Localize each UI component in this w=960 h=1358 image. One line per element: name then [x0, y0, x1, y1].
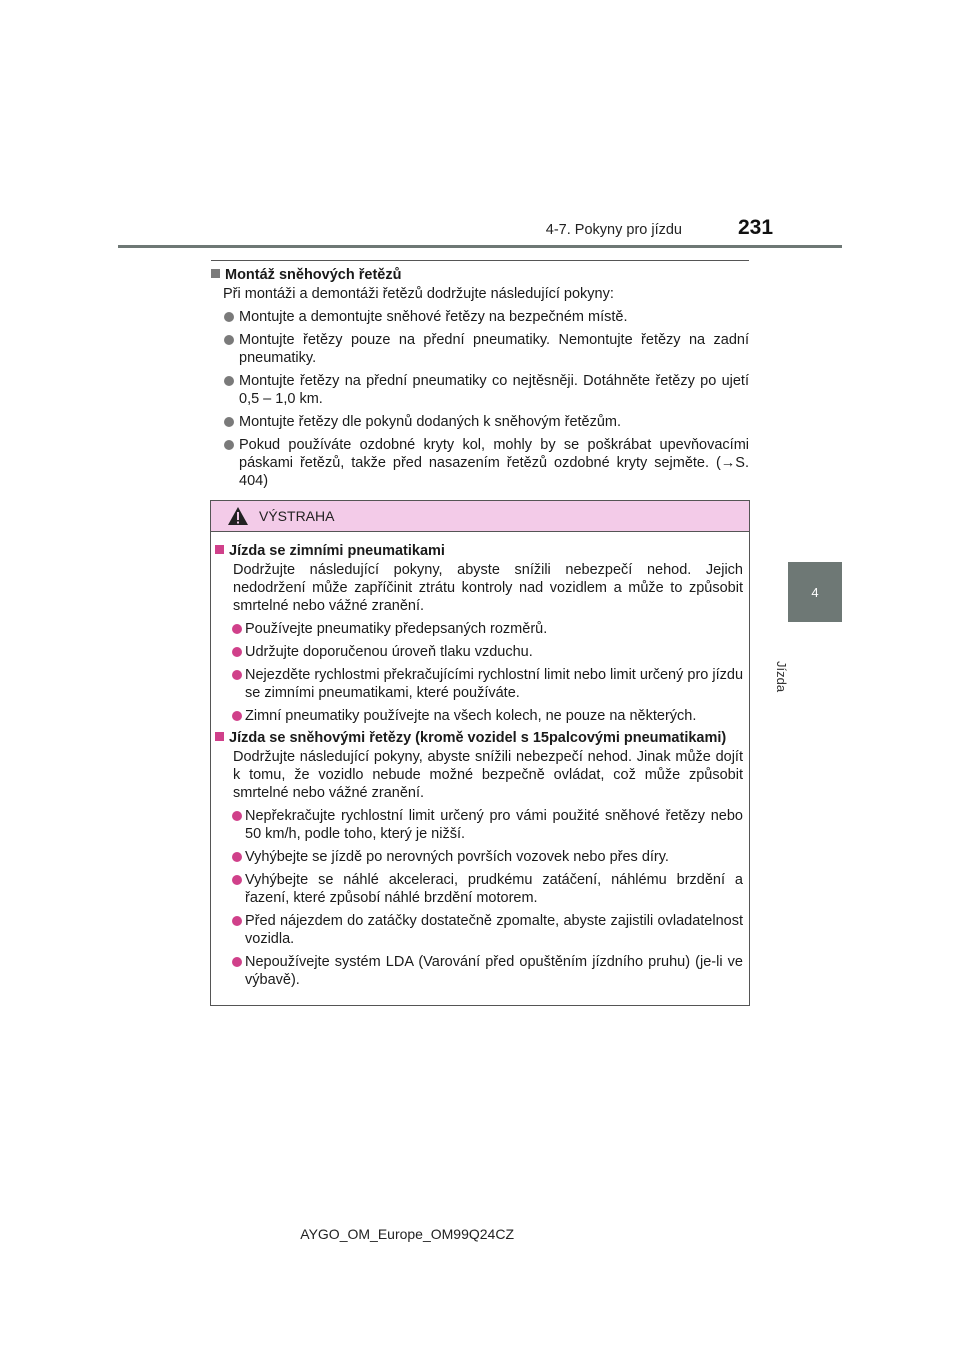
snow-chains-list	[211, 308, 749, 490]
warning-group-intro: Dodržujte následující pokyny, abyste snížili nebezpečí nehod. Jinak může dojít k tomu, že vozidlo nebude možné bezpečně ovládat, což může způsobit smrtelné nebo vážné zranění.	[233, 749, 743, 801]
circle-bullet-icon	[224, 417, 234, 427]
warning-group-heading: Jízda se sněhovými řetězy (kromě vozidel s 15palcovými pneumatikami)	[215, 729, 743, 747]
warning-group-intro: Dodržujte následující pokyny, abyste snížili nebezpečí nehod. Jejich nedodržení může zapříčinit ztrátu kontroly nad vozidlem a může to způsobit smrtelné nebo vážné zranění.	[233, 562, 743, 614]
page-number: 231	[738, 216, 774, 239]
warning-group-snow-chains	[215, 729, 743, 989]
list-item: Zimní pneumatiky používejte na všech kolech, ne pouze na některých.	[215, 707, 743, 725]
list-item: Udržujte doporučenou úroveň tlaku vzduchu.	[215, 643, 743, 661]
list-item: Montujte řetězy dle pokynů dodaných k sněhovým řetězům.	[211, 413, 749, 431]
circle-bullet-icon	[232, 624, 242, 634]
circle-bullet-icon	[224, 440, 234, 450]
chapter-tab	[788, 562, 842, 622]
list-item: Nepřekračujte rychlostní limit určený pro vámi použité sněhové řetězy nebo 50 km/h, podle toho, který je nižší.	[215, 807, 743, 843]
warning-group-winter-tires	[215, 542, 743, 725]
list-item: Montujte a demontujte sněhové řetězy na bezpečném místě.	[211, 308, 749, 326]
square-bullet-icon	[215, 545, 224, 554]
circle-bullet-icon	[232, 852, 242, 862]
chapter-side-label	[774, 625, 841, 705]
list-item: Vyhýbejte se jízdě po nerovných površích vozovek nebo přes díry.	[215, 848, 743, 866]
warning-body	[211, 532, 749, 989]
section-title: 4-7. Pokyny pro jízdu	[545, 222, 682, 238]
square-bullet-icon	[215, 732, 224, 741]
circle-bullet-icon	[224, 376, 234, 386]
warning-label: VÝSTRAHA	[259, 508, 335, 524]
circle-bullet-icon	[232, 875, 242, 885]
circle-bullet-icon	[224, 335, 234, 345]
warning-group-heading: Jízda se zimními pneumatikami	[215, 542, 743, 560]
list-item: Používejte pneumatiky předepsaných rozměrů.	[215, 620, 743, 638]
square-bullet-icon	[211, 269, 220, 278]
list-item: Montujte řetězy pouze na přední pneumatiky. Nemontujte řetězy na zadní pneumatiky.	[211, 331, 749, 367]
warning-triangle-icon	[227, 506, 249, 526]
header-divider	[118, 245, 842, 248]
document-code: AYGO_OM_Europe_OM99Q24CZ	[300, 1226, 514, 1242]
circle-bullet-icon	[232, 957, 242, 967]
circle-bullet-icon	[232, 811, 242, 821]
circle-bullet-icon	[232, 916, 242, 926]
list-item: Nejezděte rychlostmi překračujícími rychlostní limit nebo limit určený pro jízdu se zimními pneumatikami, které používáte.	[215, 666, 743, 702]
snow-chains-heading	[211, 266, 749, 284]
list-item: Pokud používáte ozdobné kryty kol, mohly by se poškrábat upevňovacími páskami řetězů, takže před nasazením řetězů ozdobné kryty sejměte. (→S. 404)	[211, 436, 749, 490]
list-item: Montujte řetězy na přední pneumatiky co nejtěsněji. Dotáhněte řetězy po ujetí 0,5 – 1,0 km.	[211, 372, 749, 408]
list-item: Nepoužívejte systém LDA (Varování před opuštěním jízdního pruhu) (je-li ve výbavě).	[215, 953, 743, 989]
list-item: Vyhýbejte se náhlé akceleraci, prudkému zatáčení, náhlému brzdění a řazení, které způsobí náhlé brzdění motorem.	[215, 871, 743, 907]
circle-bullet-icon	[232, 670, 242, 680]
warning-box	[210, 500, 750, 1006]
chapter-label-text: Jízda	[774, 661, 789, 693]
circle-bullet-icon	[232, 647, 242, 657]
section-divider	[211, 260, 749, 261]
snow-chains-intro: Při montáži a demontáži řetězů dodržujte následující pokyny:	[223, 286, 614, 302]
warning-header	[211, 501, 749, 532]
circle-bullet-icon	[232, 711, 242, 721]
circle-bullet-icon	[224, 312, 234, 322]
snow-chains-section	[211, 266, 749, 490]
list-item: Před nájezdem do zatáčky dostatečně zpomalte, abyste zajistili ovladatelnost vozidla.	[215, 912, 743, 948]
snow-chains-title: Montáž sněhových řetězů	[225, 267, 402, 283]
chapter-number: 4	[811, 584, 819, 600]
